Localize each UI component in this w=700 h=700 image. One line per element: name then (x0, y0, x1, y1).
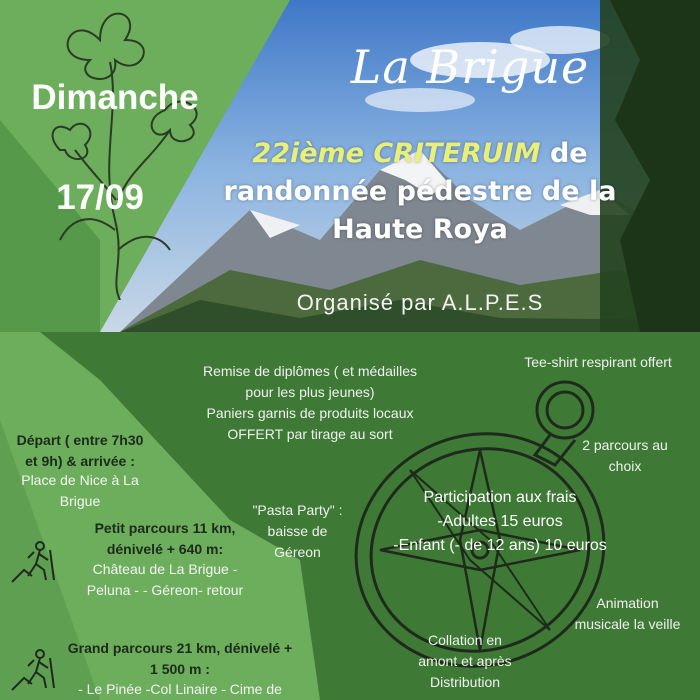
awards-line: Paniers garnis de produits locaux (206, 405, 414, 421)
awards-line: OFFERT par tirage au sort (227, 426, 393, 442)
big-route-path-line: - Le Pinée -Col Linaire - Cime de (78, 681, 282, 697)
small-route-line: Petit parcours 11 km, (94, 520, 236, 536)
small-route-path-line: Peluna - - Géreon- retour (86, 582, 244, 598)
organizer-text: Organisé par A.L.P.E.S (296, 290, 544, 315)
big-route-title (50, 638, 310, 680)
departure-line: Départ ( entre 7h30 (16, 432, 144, 448)
small-route-path-line: Château de La Brigue - (92, 561, 238, 577)
awards-text (170, 361, 450, 445)
small-route-title (60, 518, 270, 560)
small-route-path (55, 559, 275, 601)
event-day: Dimanche (31, 78, 199, 117)
event-title (180, 135, 660, 249)
departure-place (0, 470, 160, 512)
fees-text (360, 486, 640, 558)
event-title-line3: Haute Roya (332, 214, 508, 245)
awards-line: pour les plus jeunes) (245, 384, 375, 400)
big-route-line: 1 500 m : (150, 661, 210, 677)
event-title-line1: de (540, 138, 588, 169)
fees-line: -Adultes 15 euros (437, 513, 563, 530)
routes-line: choix (608, 458, 642, 474)
event-edition: 22ième CRITERUIM (252, 138, 541, 169)
snack-line: Collation en (428, 632, 502, 648)
snack-line: amont et après (418, 653, 512, 669)
pasta-line: Géreon (274, 544, 321, 560)
pasta-line: "Pasta Party" : (252, 502, 343, 518)
pasta-line: baisse de (267, 523, 328, 539)
tshirt-text: Tee-shirt respirant offert (524, 354, 672, 370)
departure-place-line: Brigue (59, 493, 101, 509)
awards-line: Remise de diplômes ( et médailles (203, 363, 417, 379)
small-route-line: dénivelé + 640 m: (106, 541, 224, 557)
routes-line: 2 parcours au (582, 437, 668, 453)
departure-line: et 9h) & arrivée : (25, 453, 135, 469)
departure-place-line: Place de Nice à La (21, 472, 139, 488)
event-date: 17/09 (56, 178, 144, 217)
routes-text (560, 435, 690, 477)
event-title-line2: randonnée pédestre de la (223, 176, 617, 207)
fees-line: Participation aux frais (423, 489, 577, 506)
departure-title (0, 430, 160, 472)
fees-line: -Enfant (- de 12 ans) 10 euros (393, 537, 607, 554)
hiker-icon (10, 540, 60, 584)
town-title: La Brigue (350, 40, 590, 94)
music-text (555, 593, 700, 635)
music-line: musicale la veille (574, 616, 681, 632)
snack-line: Distribution (429, 674, 501, 690)
music-line: Animation (596, 595, 659, 611)
snack-text (390, 630, 540, 693)
big-route-line: Grand parcours 21 km, dénivelé + (67, 640, 293, 656)
big-route-path (55, 679, 305, 700)
